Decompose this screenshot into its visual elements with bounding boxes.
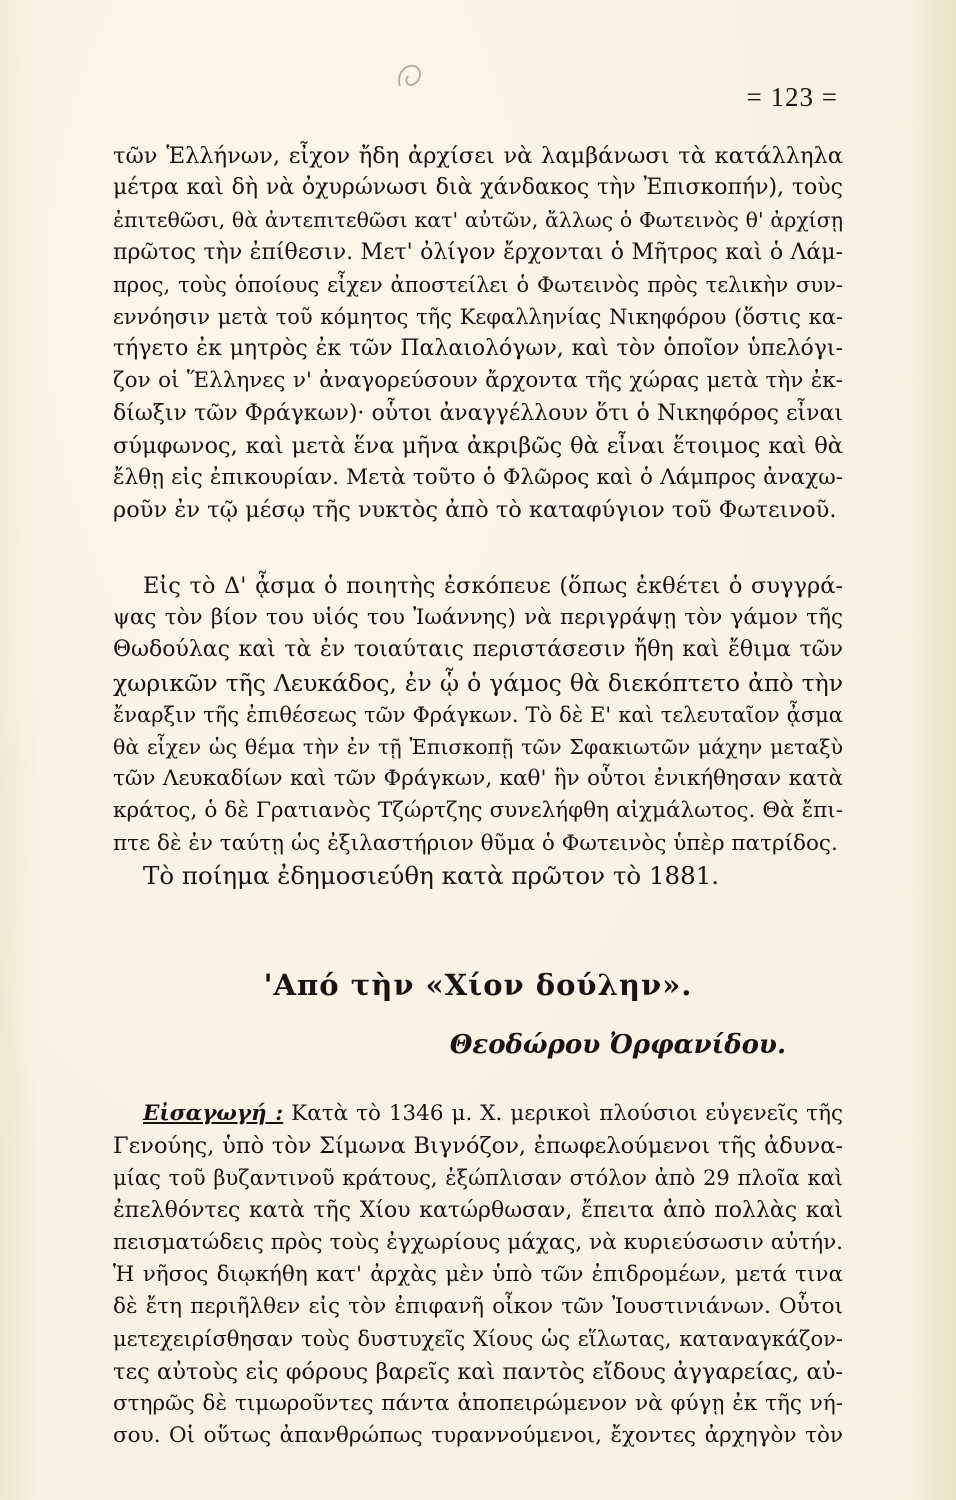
library-stamp-mark (392, 58, 428, 94)
text-line: στηρῶς δὲ τιμωροῦντες πάντα ἀποπειρώμενον νὰ φύγῃ ἐκ τῆς νή- (113, 1390, 843, 1416)
text-line-intro (113, 1098, 843, 1130)
text-line: εννόησιν μετὰ τοῦ κόμητος τῆς Κεφαλληνίας Νικηφόρου (ὅστις κα- (113, 304, 843, 329)
text-line: δίωξιν τῶν Φράγκων)· οὗτοι ἀναγγέλλουν ὅτι ὁ Νικηφόρος εἶναι (113, 400, 843, 426)
text-line: τῶν Ἑλλήνων, εἶχον ἤδη ἀρχίσει νὰ λαμβάνωσι τὰ κατάλληλα (113, 143, 843, 169)
text-line: ἐπιτεθῶσι, θὰ ἀντεπιτεθῶσι κατ' αὐτῶν, ἄλλως ὁ Φωτεινὸς θ' ἀρχίσῃ (113, 208, 843, 233)
text-line: μετεχειρίσθησαν τοὺς δυστυχεῖς Χίους ὡς εἵλωτας, καταναγκάζον- (113, 1327, 843, 1352)
text-line: ἔλθῃ εἰς ἐπικουρίαν. Μετὰ τοῦτο ὁ Φλῶρος καὶ ὁ Λάμπρος ἀναχω- (113, 464, 843, 490)
text-line: Τὸ ποίημα ἐδημοσιεύθη κατὰ πρῶτον τὸ 1881. (143, 860, 720, 890)
paragraph-3 (113, 1098, 843, 1452)
section-heading: 'Από τὴν «Χίον δούλην». (263, 968, 693, 1002)
text-line: χωρικῶν τῆς Λευκάδος, ἐν ᾧ ὁ γάμος θὰ διεκόπτετο ἀπὸ τὴν (113, 668, 843, 697)
text-line: μίας τοῦ βυζαντινοῦ κράτους, ἐξώπλισαν στόλον ἀπὸ 29 πλοῖα καὶ (113, 1166, 843, 1191)
text-line: Γενούης, ὑπὸ τὸν Σίμωνα Βιγνόζον, ἐπωφελούμενοι τῆς ἀδυνα- (113, 1133, 843, 1160)
text-line: τήγετο ἐκ μητρὸς ἐκ τῶν Παλαιολόγων, καὶ τὸν ὁποῖον ὑπελόγι- (113, 336, 843, 362)
text-line: μέτρα καὶ δὴ νὰ ὀχυρώνωσι διὰ χάνδακος τὴν Ἐπισκοπήν), τοὺς (113, 175, 843, 201)
paragraph-1 (113, 140, 843, 526)
page-number: = 123 = (746, 82, 838, 112)
text-line: ζον οἱ Ἕλληνες ν' ἀναγορεύσουν ἄρχοντα τῆς χώρας μετὰ τὴν ἐκ- (113, 368, 843, 394)
text-line: ψας τὸν βίον του υἱός του Ἰωάννης) νὰ περιγράψῃ τὸν γάμον τῆς (113, 605, 843, 631)
text-line: κράτος, ὁ δὲ Γρατιανὸς Τζώρτζης συνελήφθη αἰχμάλωτος. Θὰ ἔπι- (113, 798, 843, 824)
text-line: Θωδούλας καὶ τὰ ἐν τοιαύταις περιστάσεσιν ἤθη καὶ ἔθιμα τῶν (113, 637, 843, 663)
text-line: σου. Οἱ οὕτως ἀπανθρώπως τυραννούμενοι, ἔχοντες ἀρχηγὸν τὸν (113, 1422, 843, 1448)
text-line: δὲ ἔτη περιῆλθεν εἰς τὸν ἐπιφανῆ οἶκον τῶν Ἰουστινιάνων. Οὗτοι (113, 1294, 843, 1320)
text-line: ἐπελθόντες κατὰ τῆς Χίου κατώρθωσαν, ἔπειτα ἀπὸ πολλὰς καὶ (113, 1197, 843, 1223)
text-line: Ἡ νῆσος διῳκήθη κατ' ἀρχὰς μὲν ὑπὸ τῶν ἐπιδρομέων, μετά τινα (113, 1261, 843, 1287)
text-line: πρῶτος τὴν ἐπίθεσιν. Μετ' ὀλίγον ἔρχονται ὁ Μῆτρος καὶ ὁ Λάμ- (113, 239, 843, 265)
author-name: Θεοδώρου Ὀρφανίδου. (449, 1030, 786, 1060)
text-line: Κατὰ τὸ 1346 μ. Χ. μερικοὶ πλούσιοι εὐγενεῖς τῆς (291, 1101, 843, 1126)
text-line: πτε δὲ ἐν ταύτῃ ὡς ἐξιλαστήριον θῦμα ὁ Φωτεινὸς ὑπὲρ πατρίδος. (113, 830, 838, 856)
text-line: ἔναρξιν τῆς ἐπιθέσεως τῶν Φράγκων. Τὸ δὲ Ε' καὶ τελευταῖον ᾆσμα (113, 702, 843, 727)
text-line: θὰ εἶχεν ὡς θέμα τὴν ἐν τῇ Ἐπισκοπῇ τῶν Σφακιωτῶν μάχην μεταξὺ (113, 734, 843, 759)
text-line: Εἰς τὸ Δ' ᾆσμα ὁ ποιητὴς ἐσκόπευε (ὅπως ἐκθέτει ὁ συγγρά- (143, 573, 843, 599)
text-line: ροῦν ἐν τῷ μέσῳ τῆς νυκτὸς ἀπὸ τὸ καταφύγιον τοῦ Φωτεινοῦ. (113, 497, 837, 524)
text-line: τες αὐτοὺς εἰς φόρους βαρεῖς καὶ παντὸς εἴδους ἀγγαρείας, αὐ- (113, 1358, 843, 1385)
paragraph-2 (113, 570, 843, 892)
text-line: πεισματώδεις πρὸς τοὺς ἐγχωρίους μάχας, νὰ κυριεύσωσιν αὐτήν. (113, 1229, 843, 1255)
text-line: προς, τοὺς ὁποίους εἶχεν ἀποστείλει ὁ Φωτεινὸς πρὸς τελικὴν συν- (113, 272, 843, 297)
intro-label: Εἰσαγωγή : (143, 1101, 284, 1126)
text-line: τῶν Λευκαδίων καὶ τῶν Φράγκων, καθ' ἣν οὗτοι ἐνικήθησαν κατὰ (113, 766, 843, 792)
text-line: σύμφωνος, καὶ μετὰ ἕνα μῆνα ἀκριβῶς θὰ εἶναι ἕτοιμος καὶ θὰ (113, 432, 843, 459)
